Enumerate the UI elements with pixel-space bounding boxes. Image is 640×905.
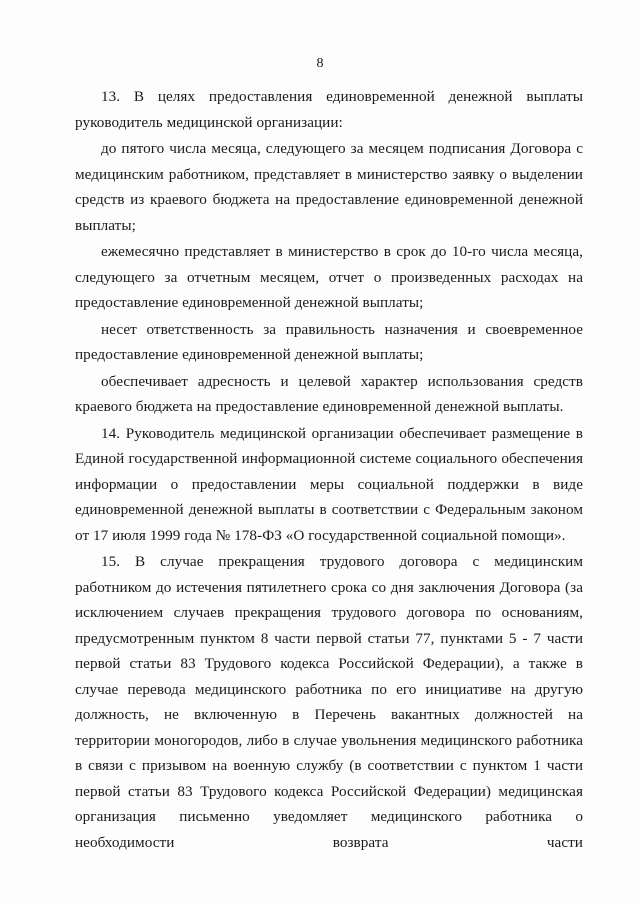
paragraph-13-item-1: до пятого числа месяца, следующего за месяцем подписания Договора с медицинским работником, представляет в министерство заявку о выделении средств из краевого бюджета на предоставление единовременной денежной выплаты; <box>75 140 583 234</box>
paragraph-14: 14. Руководитель медицинской организации обеспечивает размещение в Единой государственной информационной системе социального обеспечения информации о предоставлении меры социальной поддержки в виде единовременной денежной выплаты в соответствии с Федеральным законом от 17 июля 1999 года № 178-ФЗ «О государственной социальной помощи». <box>75 424 583 544</box>
paragraph-13-item-4: обеспечивает адресность и целевой характер использования средств краевого бюджета на предоставление единовременной денежной выплаты. <box>75 372 583 415</box>
paragraph-13-item-3: несет ответственность за правильность назначения и своевременное предоставление единовременной денежной выплаты; <box>75 320 583 363</box>
paragraph-13-item-2: ежемесячно представляет в министерство в срок до 10-го числа месяца, следующего за отчетным месяцем, отчет о произведенных расходах на предоставление единовременной денежной выплаты; <box>75 243 583 311</box>
paragraph-13-intro: 13. В целях предоставления единовременной денежной выплаты руководитель медицинской организации: <box>75 88 583 131</box>
document-body <box>75 84 583 856</box>
page-number: 8 <box>316 56 324 71</box>
paragraph-15: 15. В случае прекращения трудового договора с медицинским работником до истечения пятилетнего срока со дня заключения Договора (за исключением случаев прекращения трудового договора по основаниям, предусмотренным пунктом 8 части первой статьи 77, пунктами 5 - 7 части первой статьи 83 Трудового кодекса Российской Федерации), а также в случае перевода медицинского работника по его инициативе на другую должность, не включенную в Перечень вакантных должностей на территории моногородов, либо в случае увольнения медицинского работника в связи с призывом на военную службу (в соответствии с пунктом 1 части первой статьи 83 Трудового кодекса Российской Федерации) медицинская организация письменно уведомляет медицинского работника о необходимости возврата части <box>75 553 583 851</box>
